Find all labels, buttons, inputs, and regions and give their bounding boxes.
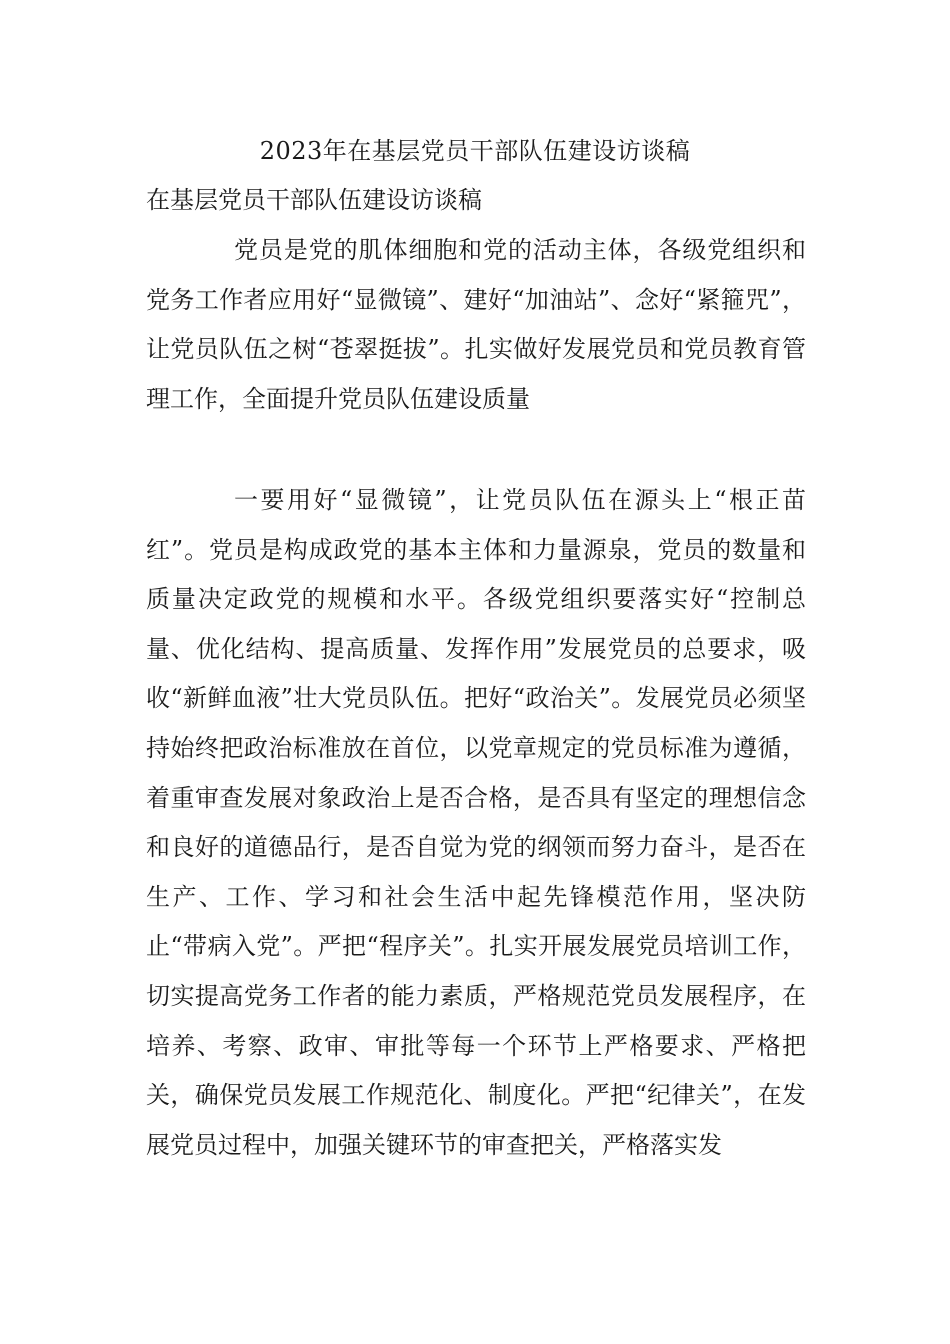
document-title: 2023年在基层党员干部队伍建设访谈稿 [259,137,691,165]
paragraph-microscope: 一要用好“显微镜”，让党员队伍在源头上“根正苗红”。党员是构成政党的基本主体和力量源泉，党员的数量和质量决定政党的规模和水平。各级党组织要落实好“控制总量、优化结构、提高质量、发挥作用”发展党员的总要求，吸收“新鲜血液”壮大党员队伍。把好“政治关”。发展党员必须坚持始终把政治标准放在首位，以党章规定的党员标准为遵循，着重审查发展对象政治上是否合格，是否具有坚定的理想信念和良好的道德品行，是否自觉为党的纲领而努力奋斗，是否在生产、工作、学习和社会生活中起先锋模范作用，坚决防止“带病入党”。严把“程序关”。扎实开展发展党员培训工作，切实提高党务工作者的能力素质，严格规范党员发展程序，在培养、考察、政审、审批等每一个环节上严格要求、严格把关，确保党员发展工作规范化、制度化。严把“纪律关”，在发展党员过程中，加强关键环节的审查把关，严格落实发 [146,486,806,1159]
paragraph-intro: 党员是党的肌体细胞和党的活动主体，各级党组织和党务工作者应用好“显微镜”、建好“加油站”、念好“紧箍咒”，让党员队伍之树“苍翠挺拔”。扎实做好发展党员和党员教育管理工作，全面提升党员队伍建设质量 [146,236,806,413]
document-subtitle: 在基层党员干部队伍建设访谈稿 [146,186,482,214]
